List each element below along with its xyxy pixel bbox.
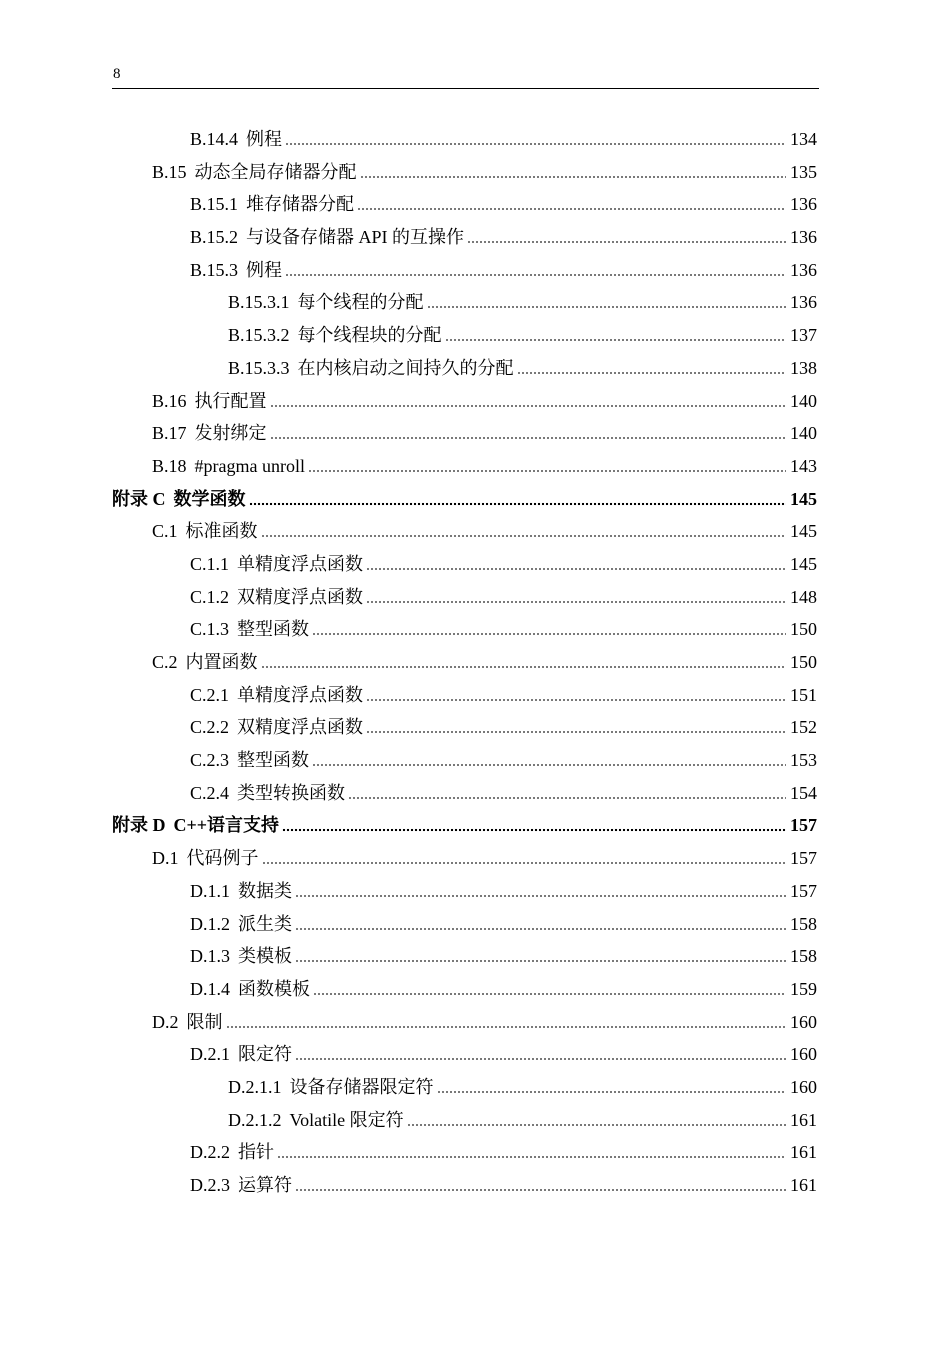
dot-leader [366, 557, 786, 571]
toc-entry-page: 158 [790, 913, 817, 934]
toc-entry-title: 每个线程块的分配 [297, 325, 442, 346]
toc-entry-title: 动态全局存储器分配 [194, 161, 357, 182]
toc-entry[interactable] [112, 679, 817, 712]
toc-entry-page: 157 [790, 815, 817, 836]
toc-entry-number: B.18 [152, 455, 187, 476]
toc-entry-title: 运算符 [238, 1175, 292, 1195]
toc-entry-title: 指针 [238, 1142, 274, 1163]
toc-entry-number: C.2.4 [190, 782, 230, 803]
dot-leader [348, 786, 786, 800]
toc-entry-page: 140 [790, 390, 817, 411]
toc-entry-title: 限制 [186, 1011, 223, 1032]
dot-leader [295, 1047, 786, 1061]
toc-entry-number: D.2.2 [190, 1142, 230, 1163]
toc-entry-page: 138 [790, 357, 817, 378]
dot-leader [285, 263, 786, 277]
toc-entry[interactable] [112, 1169, 817, 1202]
toc-entry[interactable] [112, 908, 817, 941]
dot-leader [282, 818, 786, 832]
toc-entry-number: C.1.3 [190, 619, 230, 640]
toc-entry-page: 160 [790, 1011, 817, 1032]
toc-entry-page: 157 [790, 880, 817, 901]
toc-entry-title: 双精度浮点函数 [237, 586, 364, 607]
toc-entry-page: 135 [790, 161, 817, 182]
toc-entry-title: 与设备存储器 API 的互操作 [246, 227, 465, 248]
toc-entry-number: C.1 [152, 521, 178, 542]
toc-entry-page: 161 [790, 1109, 817, 1130]
toc-entry-page: 136 [790, 259, 817, 280]
toc-entry-page: 158 [790, 946, 817, 967]
dot-leader [366, 720, 786, 734]
dot-leader [366, 688, 786, 702]
toc-entry-number: D.1.4 [190, 978, 230, 999]
toc-entry-page: 145 [790, 488, 817, 509]
toc-entry[interactable] [112, 1071, 817, 1104]
toc-entry-page: 143 [790, 455, 817, 476]
toc-entry[interactable] [112, 515, 817, 548]
toc-entry[interactable] [112, 1038, 817, 1071]
toc-entry[interactable] [112, 156, 817, 189]
toc-entry-number: B.17 [152, 423, 187, 444]
dot-leader [262, 851, 787, 865]
toc-entry-page: 161 [790, 1175, 817, 1195]
dot-leader [445, 328, 786, 342]
dot-leader [295, 1178, 786, 1192]
toc-entry-title: 类型转换函数 [237, 782, 346, 803]
dot-leader [261, 524, 786, 538]
dot-leader [295, 949, 786, 963]
toc-entry-page: 134 [790, 129, 817, 149]
dot-leader [249, 492, 787, 506]
dot-leader [308, 459, 786, 473]
dot-leader [437, 1080, 787, 1094]
dot-leader [295, 884, 786, 898]
toc-entry-number: 附录 D [112, 815, 166, 836]
dot-leader [357, 197, 786, 211]
toc-entry-page: 145 [790, 553, 817, 574]
dot-leader [407, 1113, 786, 1127]
toc-entry[interactable] [112, 940, 817, 973]
toc-entry-title: 整型函数 [237, 619, 310, 640]
dot-leader [366, 590, 786, 604]
toc-entry-page: 161 [790, 1142, 817, 1163]
dot-leader [270, 394, 786, 408]
toc-entry[interactable] [112, 973, 817, 1006]
toc-entry-page: 160 [790, 1044, 817, 1065]
toc-entry-page: 140 [790, 423, 817, 444]
dot-leader [261, 655, 786, 669]
toc-entry-number: C.1.1 [190, 553, 230, 574]
toc-entry[interactable] [112, 221, 817, 254]
toc-entry-page: 150 [790, 619, 817, 640]
toc-entry-title: Volatile 限定符 [289, 1109, 404, 1130]
toc-entry-number: C.2.3 [190, 750, 230, 771]
toc-entry-number: B.15.3.2 [228, 325, 290, 346]
toc-entry-number: B.15.3.3 [228, 357, 290, 378]
toc-entry-number: D.2.1.2 [228, 1109, 282, 1130]
toc-entry[interactable] [112, 286, 817, 319]
table-of-contents [112, 123, 817, 1202]
toc-entry-title: 类模板 [238, 946, 292, 967]
toc-entry[interactable] [112, 188, 817, 221]
toc-entry-page: 136 [790, 227, 817, 248]
toc-entry[interactable] [112, 319, 817, 352]
toc-entry[interactable] [112, 417, 817, 450]
toc-entry-title: 双精度浮点函数 [237, 717, 364, 738]
toc-entry[interactable] [112, 1136, 817, 1169]
toc-entry-number: B.15 [152, 161, 187, 182]
toc-entry-title: 数据类 [238, 880, 292, 901]
toc-entry-page: 137 [790, 325, 817, 346]
toc-entry[interactable] [112, 1006, 817, 1039]
dot-leader [295, 917, 786, 931]
dot-leader [285, 132, 786, 146]
toc-entry-title: 堆存储器分配 [246, 194, 355, 215]
toc-entry-number: C.2.2 [190, 717, 230, 738]
toc-entry-number: B.15.3.1 [228, 292, 290, 313]
toc-entry-page: 150 [790, 652, 817, 672]
toc-entry-title: 例程 [246, 259, 283, 280]
toc-entry-number: D.2.3 [190, 1175, 230, 1195]
toc-entry-number: D.2.1 [190, 1044, 230, 1065]
toc-entry-title: 发射绑定 [194, 423, 267, 444]
dot-leader [427, 295, 786, 309]
dot-leader [517, 361, 786, 375]
dot-leader [270, 426, 786, 440]
toc-entry-title: 标准函数 [185, 521, 258, 542]
page-number: 8 [113, 66, 121, 82]
toc-entry-page: 148 [790, 586, 817, 607]
toc-entry-page: 160 [790, 1076, 817, 1097]
dot-leader [467, 230, 786, 244]
toc-entry-title: 执行配置 [194, 390, 267, 411]
toc-entry-title: 内置函数 [185, 652, 258, 672]
toc-entry-number: D.1.3 [190, 946, 230, 967]
toc-entry-number: B.15.1 [190, 194, 239, 215]
toc-entry[interactable] [112, 613, 817, 646]
dot-leader [312, 622, 786, 636]
toc-entry[interactable] [112, 1104, 817, 1137]
dot-leader [277, 1145, 786, 1159]
toc-entry-number: D.1.1 [190, 880, 230, 901]
toc-entry[interactable] [112, 842, 817, 875]
toc-entry[interactable] [112, 123, 817, 156]
toc-entry-page: 145 [790, 521, 817, 542]
dot-leader [313, 982, 786, 996]
toc-entry[interactable] [112, 352, 817, 385]
toc-entry-number: B.14.4 [190, 129, 239, 149]
toc-entry[interactable] [112, 450, 817, 483]
toc-entry-title: 数学函数 [173, 488, 246, 509]
toc-entry-title: 整型函数 [237, 750, 310, 771]
toc-entry[interactable] [112, 711, 817, 744]
toc-entry-number: B.15.3 [190, 259, 239, 280]
toc-entry-title: 单精度浮点函数 [237, 684, 364, 705]
toc-entry-page: 159 [790, 978, 817, 999]
toc-entry-number: B.15.2 [190, 227, 239, 248]
toc-entry-title: 单精度浮点函数 [237, 553, 364, 574]
toc-entry-title: 例程 [246, 129, 283, 149]
header-rule [112, 88, 819, 89]
dot-leader [226, 1015, 787, 1029]
toc-entry[interactable] [112, 646, 817, 679]
toc-entry-title: 每个线程的分配 [297, 292, 424, 313]
toc-entry-title: 限定符 [238, 1044, 292, 1065]
toc-entry-title: 设备存储器限定符 [289, 1076, 434, 1097]
toc-entry-page: 153 [790, 750, 817, 771]
toc-entry-number: D.1 [152, 848, 179, 869]
toc-entry[interactable] [112, 809, 817, 842]
toc-entry-title: 函数模板 [238, 978, 310, 999]
toc-entry-page: 154 [790, 782, 817, 803]
toc-entry[interactable] [112, 744, 817, 777]
toc-entry[interactable] [112, 777, 817, 810]
toc-entry-title: 派生类 [238, 913, 292, 934]
toc-entry-page: 136 [790, 194, 817, 215]
toc-entry[interactable] [112, 483, 817, 516]
toc-entry-title: C++语言支持 [173, 815, 280, 836]
toc-entry-number: B.16 [152, 390, 187, 411]
toc-entry-number: D.2.1.1 [228, 1076, 282, 1097]
toc-entry-number: C.1.2 [190, 586, 230, 607]
toc-entry-page: 136 [790, 292, 817, 313]
toc-entry-page: 157 [790, 848, 817, 869]
dot-leader [360, 165, 786, 179]
toc-entry-number: 附录 C [112, 488, 166, 509]
toc-entry[interactable] [112, 548, 817, 581]
toc-entry-title: 代码例子 [186, 848, 259, 869]
toc-entry[interactable] [112, 581, 817, 614]
toc-entry-number: C.2.1 [190, 684, 230, 705]
toc-entry-title: #pragma unroll [194, 455, 305, 476]
toc-entry[interactable] [112, 385, 817, 418]
toc-entry-number: C.2 [152, 652, 178, 672]
toc-entry[interactable] [112, 254, 817, 287]
toc-entry-page: 151 [790, 684, 817, 705]
dot-leader [312, 753, 786, 767]
toc-entry-number: D.2 [152, 1011, 179, 1032]
toc-entry-page: 152 [790, 717, 817, 738]
toc-entry[interactable] [112, 875, 817, 908]
toc-entry-title: 在内核启动之间持久的分配 [297, 357, 514, 378]
toc-entry-number: D.1.2 [190, 913, 230, 934]
